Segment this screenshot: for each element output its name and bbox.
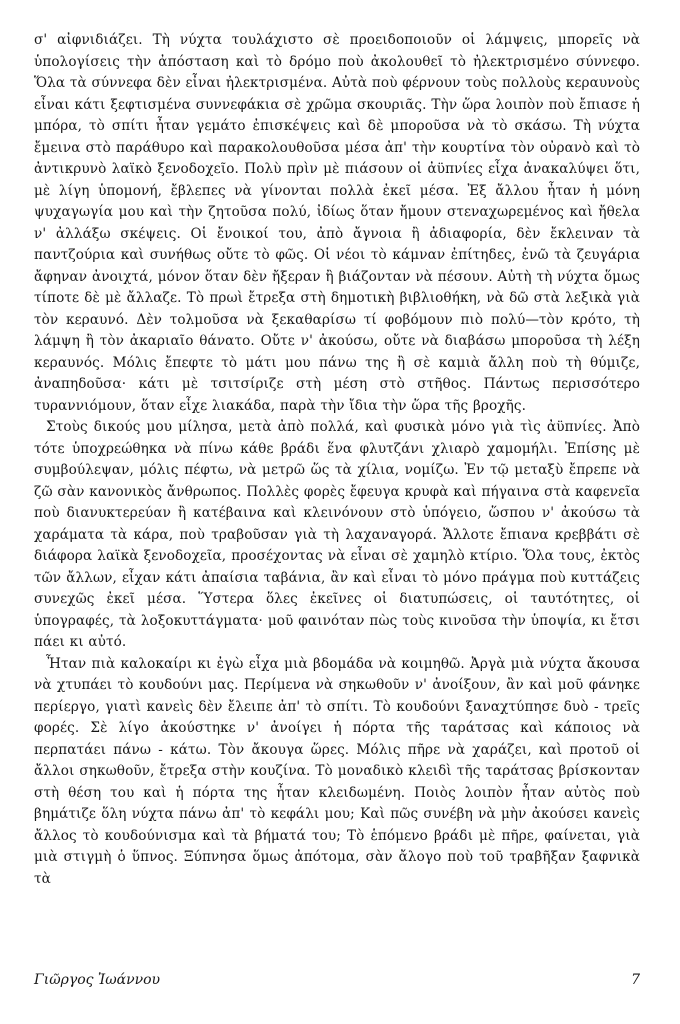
footer-author: Γιῶργος Ἰωάννου — [34, 972, 161, 988]
page-body — [34, 30, 640, 890]
paragraph-3: Ἦταν πιὰ καλοκαίρι κι ἐγὼ εἶχα μιὰ βδομάδα νὰ κοιμηθῶ. Ἀργὰ μιὰ νύχτα ἄκουσα νὰ χτυπάει τὸ κουδούνι μας. Περίμενα νὰ σηκωθοῦν ν' ἀνοίξουν, ἂν καὶ μοῦ φάνηκε περίεργο, γιατὶ κανεὶς δὲν ἔλειπε ἀπ' τὸ σπίτι. Τὸ κουδούνι ξαναχτύπησε δυὸ - τρεῖς φορές. Σὲ λίγο ἀκούστηκε ν' ἀνοίγει ἡ πόρτα τῆς ταράτσας καὶ κάποιος νὰ περπατάει πάνω - κάτω. Τὸν ἄκουγα ὥρες. Μόλις πῆρε νὰ χαράζει, καὶ προτοῦ οἱ ἄλλοι σηκωθοῦν, ἔτρεξα στὴν κουζίνα. Τὸ μοναδικὸ κλειδὶ τῆς ταράτσας βρίσκονταν στὴ θέση του καὶ ἡ πόρτα της ἦταν κλειδωμένη. Ποιὸς λοιπὸν ἦταν αὐτὸς ποὺ βημάτιζε ὅλη νύχτα πάνω ἀπ' τὸ κεφάλι μου; Καὶ πῶς συνέβη νὰ μὴν ἀκούσει κανεὶς ἄλλος τὸ κουδούνισμα καὶ τὰ βήματά του; Τὸ ἑπόμενο βράδι μὲ πῆρε, φαίνεται, γιὰ μιὰ στιγμὴ ὁ ὕπνος. Ξύπνησα ὅμως ἀπότομα, σὰν ἄλογο ποὺ τοῦ τραβῆξαν ξαφνικὰ τὰ — [34, 655, 640, 887]
page-number: 7 — [631, 972, 640, 988]
paragraph-1: σ' αἰφνιδιάζει. Τὴ νύχτα τουλάχιστο σὲ προειδοποιοῦν οἱ λάμψεις, μπορεῖς νὰ ὑπολογίσεις τὴν ἀπόσταση καὶ τὸ δρόμο ποὺ ἀκολουθεῖ τὸ ἠλεκτρισμένο σύννεφο. Ὅλα τὰ σύννεφα δὲν εἶναι ἠλεκτρισμένα. Αὐτὰ ποὺ φέρνουν τοὺς πολλοὺς κεραυνοὺς εἶναι κάτι ξεφτισμένα συννεφάκια σὲ χρῶμα σκουριᾶς. Τὴν ὥρα λοιπὸν ποὺ ἔπιασε ἡ μπόρα, τὸ σπίτι ἦταν γεμάτο ἐπισκέψεις καὶ δὲ μποροῦσα νὰ τὸ σκάσω. Τὴ νύχτα ἔμεινα στὸ παράθυρο καὶ παρακολουθοῦσα μέσα ἀπ' τὴν κουρτίνα τὸν οὐρανὸ καὶ τὸ ἀντικρυνὸ λαϊκὸ ξενοδοχεῖο. Πολὺ πρὶν μὲ πιάσουν οἱ ἀϋπνίες εἶχα ἀνακαλύψει ὅτι, μὲ λίγη ὑπομονή, ἔβλεπες νὰ γίνονται πολλὰ ἐκεῖ μέσα. Ἐξ ἄλλου ἦταν ἡ μόνη ψυχαγωγία μου καὶ τὴν ζητοῦσα πολύ, ἰδίως ὅταν ἤμουν στεναχωρεμένος καὶ ἤθελα ν' ἀλλάξω σκέψεις. Οἱ ἔνοικοί του, ἀπὸ ἄγνοια ἢ ἀδιαφορία, δὲν ἔκλειναν τὰ παντζούρια καὶ συνήθως οὔτε τὸ φῶς. Οἱ νέοι τὸ κάμναν ἐπίτηδες, ἐνῶ τὰ ζευγάρια ἄφηναν ἀνοιχτά, μόνον ὅταν δὲν ἤξεραν ἢ βιάζονταν νὰ πέσουν. Αὐτὴ τὴ νύχτα ὅμως τίποτε δὲ μὲ ἄλλαζε. Τὸ πρωὶ ἔτρεξα στὴ δημοτικὴ βιβλιοθήκη, νὰ δῶ στὰ λεξικὰ γιὰ τὸν κεραυνό. Δὲν τολμοῦσα νὰ ξεκαθαρίσω τί φοβόμουν πιὸ πολύ—τὸν κρότο, τὴ λάμψη ἢ τὸν ἀκαριαῖο θάνατο. Οὔτε ν' ἀκούσω, οὔτε νὰ διαβάσω μποροῦσα τὴ λέξη κεραυνός. Μόλις ἔπεφτε τὸ μάτι μου πάνω της ἢ σὲ καμιὰ ἄλλη ποὺ τὴ θύμιζε, ἀναπηδοῦσα· κάτι μὲ τσιτσίριζε στὴ μέση στὸ στῆθος. Πάντως περισσότερο τυραννιόμουν, ὅταν εἶχε λιακάδα, παρὰ τὴν ἴδια τὴν ὥρα τῆς βροχῆς. — [34, 32, 640, 414]
page-footer — [34, 972, 640, 996]
paragraph-2: Στοὺς δικούς μου μίλησα, μετὰ ἀπὸ πολλά, καὶ φυσικὰ μόνο γιὰ τὶς ἀϋπνίες. Ἀπὸ τότε ὑποχρεώθηκα νὰ πίνω κάθε βράδι ἕνα φλυτζάνι χλιαρὸ χαμομήλι. Ἐπίσης μὲ συμβούλεψαν, μόλις πέφτω, νὰ μετρῶ ὥς τὰ χίλια, νομίζω. Ἐν τῷ μεταξὺ ἔπρεπε νὰ ζῶ σὰν κανονικὸς ἄνθρωπος. Πολλὲς φορὲς ἔφευγα κρυφὰ καὶ πήγαινα στὰ καφενεῖα ποὺ διανυκτερεύαν ἢ κατέβαινα καὶ κλεινόνουν στὸ ὑπόγειο, ὥσπου ν' ἀκούσω τὰ χαράματα τὰ κάρα, ποὺ τραβοῦσαν γιὰ τὴ λαχαναγορά. Ἄλλοτε ἔπιανα κρεββάτι σὲ διάφορα λαϊκὰ ξενοδοχεῖα, προσέχοντας νὰ εἶναι σὲ χαμηλὸ κτίριο. Ὅλα τους, ἐκτὸς τῶν ἄλλων, εἶχαν κάτι ἀπαίσια ταβάνια, ἂν καὶ εἶναι τὸ μόνο πράγμα ποὺ κυττάζεις συνεχῶς ἐκεῖ μέσα. Ὕστερα ὅλες ἐκεῖνες οἱ διατυπώσεις, οἱ ταυτότητες, οἱ ὑπογραφές, τὰ λοξοκυττάγματα· μοῦ φαινόταν πὼς τοὺς κινοῦσα τὴν ὑποψία, κι ἔτσι πάει κι αὐτό. — [34, 419, 640, 650]
